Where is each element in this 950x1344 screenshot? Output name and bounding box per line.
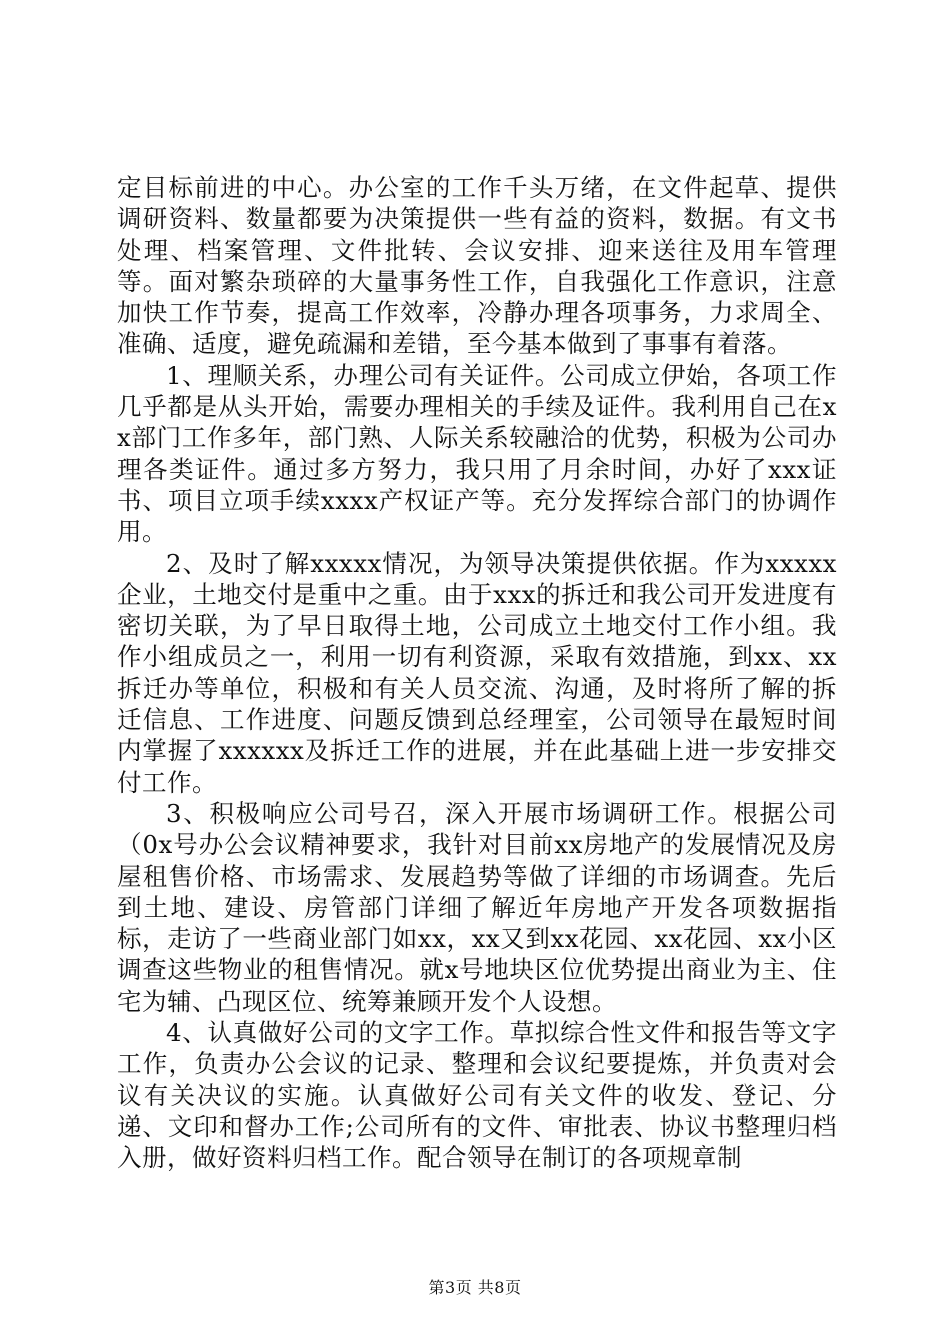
document-body bbox=[117, 172, 837, 1174]
paragraph-item-1: 1、理顺关系，办理公司有关证件。公司成立伊始，各项工作几乎都是从头开始，需要办理相关的手续及证件。我利用自己在xx部门工作多年，部门熟、人际关系较融洽的优势，积极为公司办理各类证件。通过多方努力，我只用了月余时间，办好了xxx证书、项目立项手续xxxx产权证产等。充分发挥综合部门的协调作用。 bbox=[117, 360, 837, 547]
paragraph-item-4: 4、认真做好公司的文字工作。草拟综合性文件和报告等文字工作，负责办公会议的记录、整理和会议纪要提炼，并负责对会议有关决议的实施。认真做好公司有关文件的收发、登记、分递、文印和督办工作;公司所有的文件、审批表、协议书整理归档入册，做好资料归档工作。配合领导在制订的各项规章制 bbox=[117, 1018, 837, 1173]
paragraph-intro: 定目标前进的中心。办公室的工作千头万绪，在文件起草、提供调研资料、数量都要为决策提供一些有益的资料，数据。有文书处理、档案管理、文件批转、会议安排、迎来送往及用车管理等。面对繁杂琐碎的大量事务性工作，自我强化工作意识，注意加快工作节奏，提高工作效率，冷静办理各项事务，力求周全、准确、适度，避免疏漏和差错，至今基本做到了事事有着落。 bbox=[117, 173, 837, 359]
paragraph-item-3: 3、积极响应公司号召，深入开展市场调研工作。根据公司（0x号办公会议精神要求，我针对目前xx房地产的发展情况及房屋租售价格、市场需求、发展趋势等做了详细的市场调查。先后到土地、建设、房管部门详细了解近年房地产开发各项数据指标，走访了一些商业部门如xx，xx又到xx花园、xx花园、xx小区调查这些物业的租售情况。就x号地块区位优势提出商业为主、住宅为辅、凸现区位、统筹兼顾开发个人设想。 bbox=[117, 798, 837, 1016]
paragraph-item-2: 2、及时了解xxxxx情况，为领导决策提供依据。作为xxxxx企业，土地交付是重中之重。由于xxx的拆迁和我公司开发进度有密切关联，为了早日取得土地，公司成立土地交付工作小组。我作小组成员之一，利用一切有利资源，采取有效措施，到xx、xx拆迁办等单位，积极和有关人员交流、沟通，及时将所了解的拆迁信息、工作进度、问题反馈到总经理室，公司领导在最短时间内掌握了xxxxxx及拆迁工作的进展，并在此基础上进一步安排交付工作。 bbox=[117, 548, 837, 797]
page-footer: 第3页 共8页 bbox=[428, 1278, 522, 1297]
